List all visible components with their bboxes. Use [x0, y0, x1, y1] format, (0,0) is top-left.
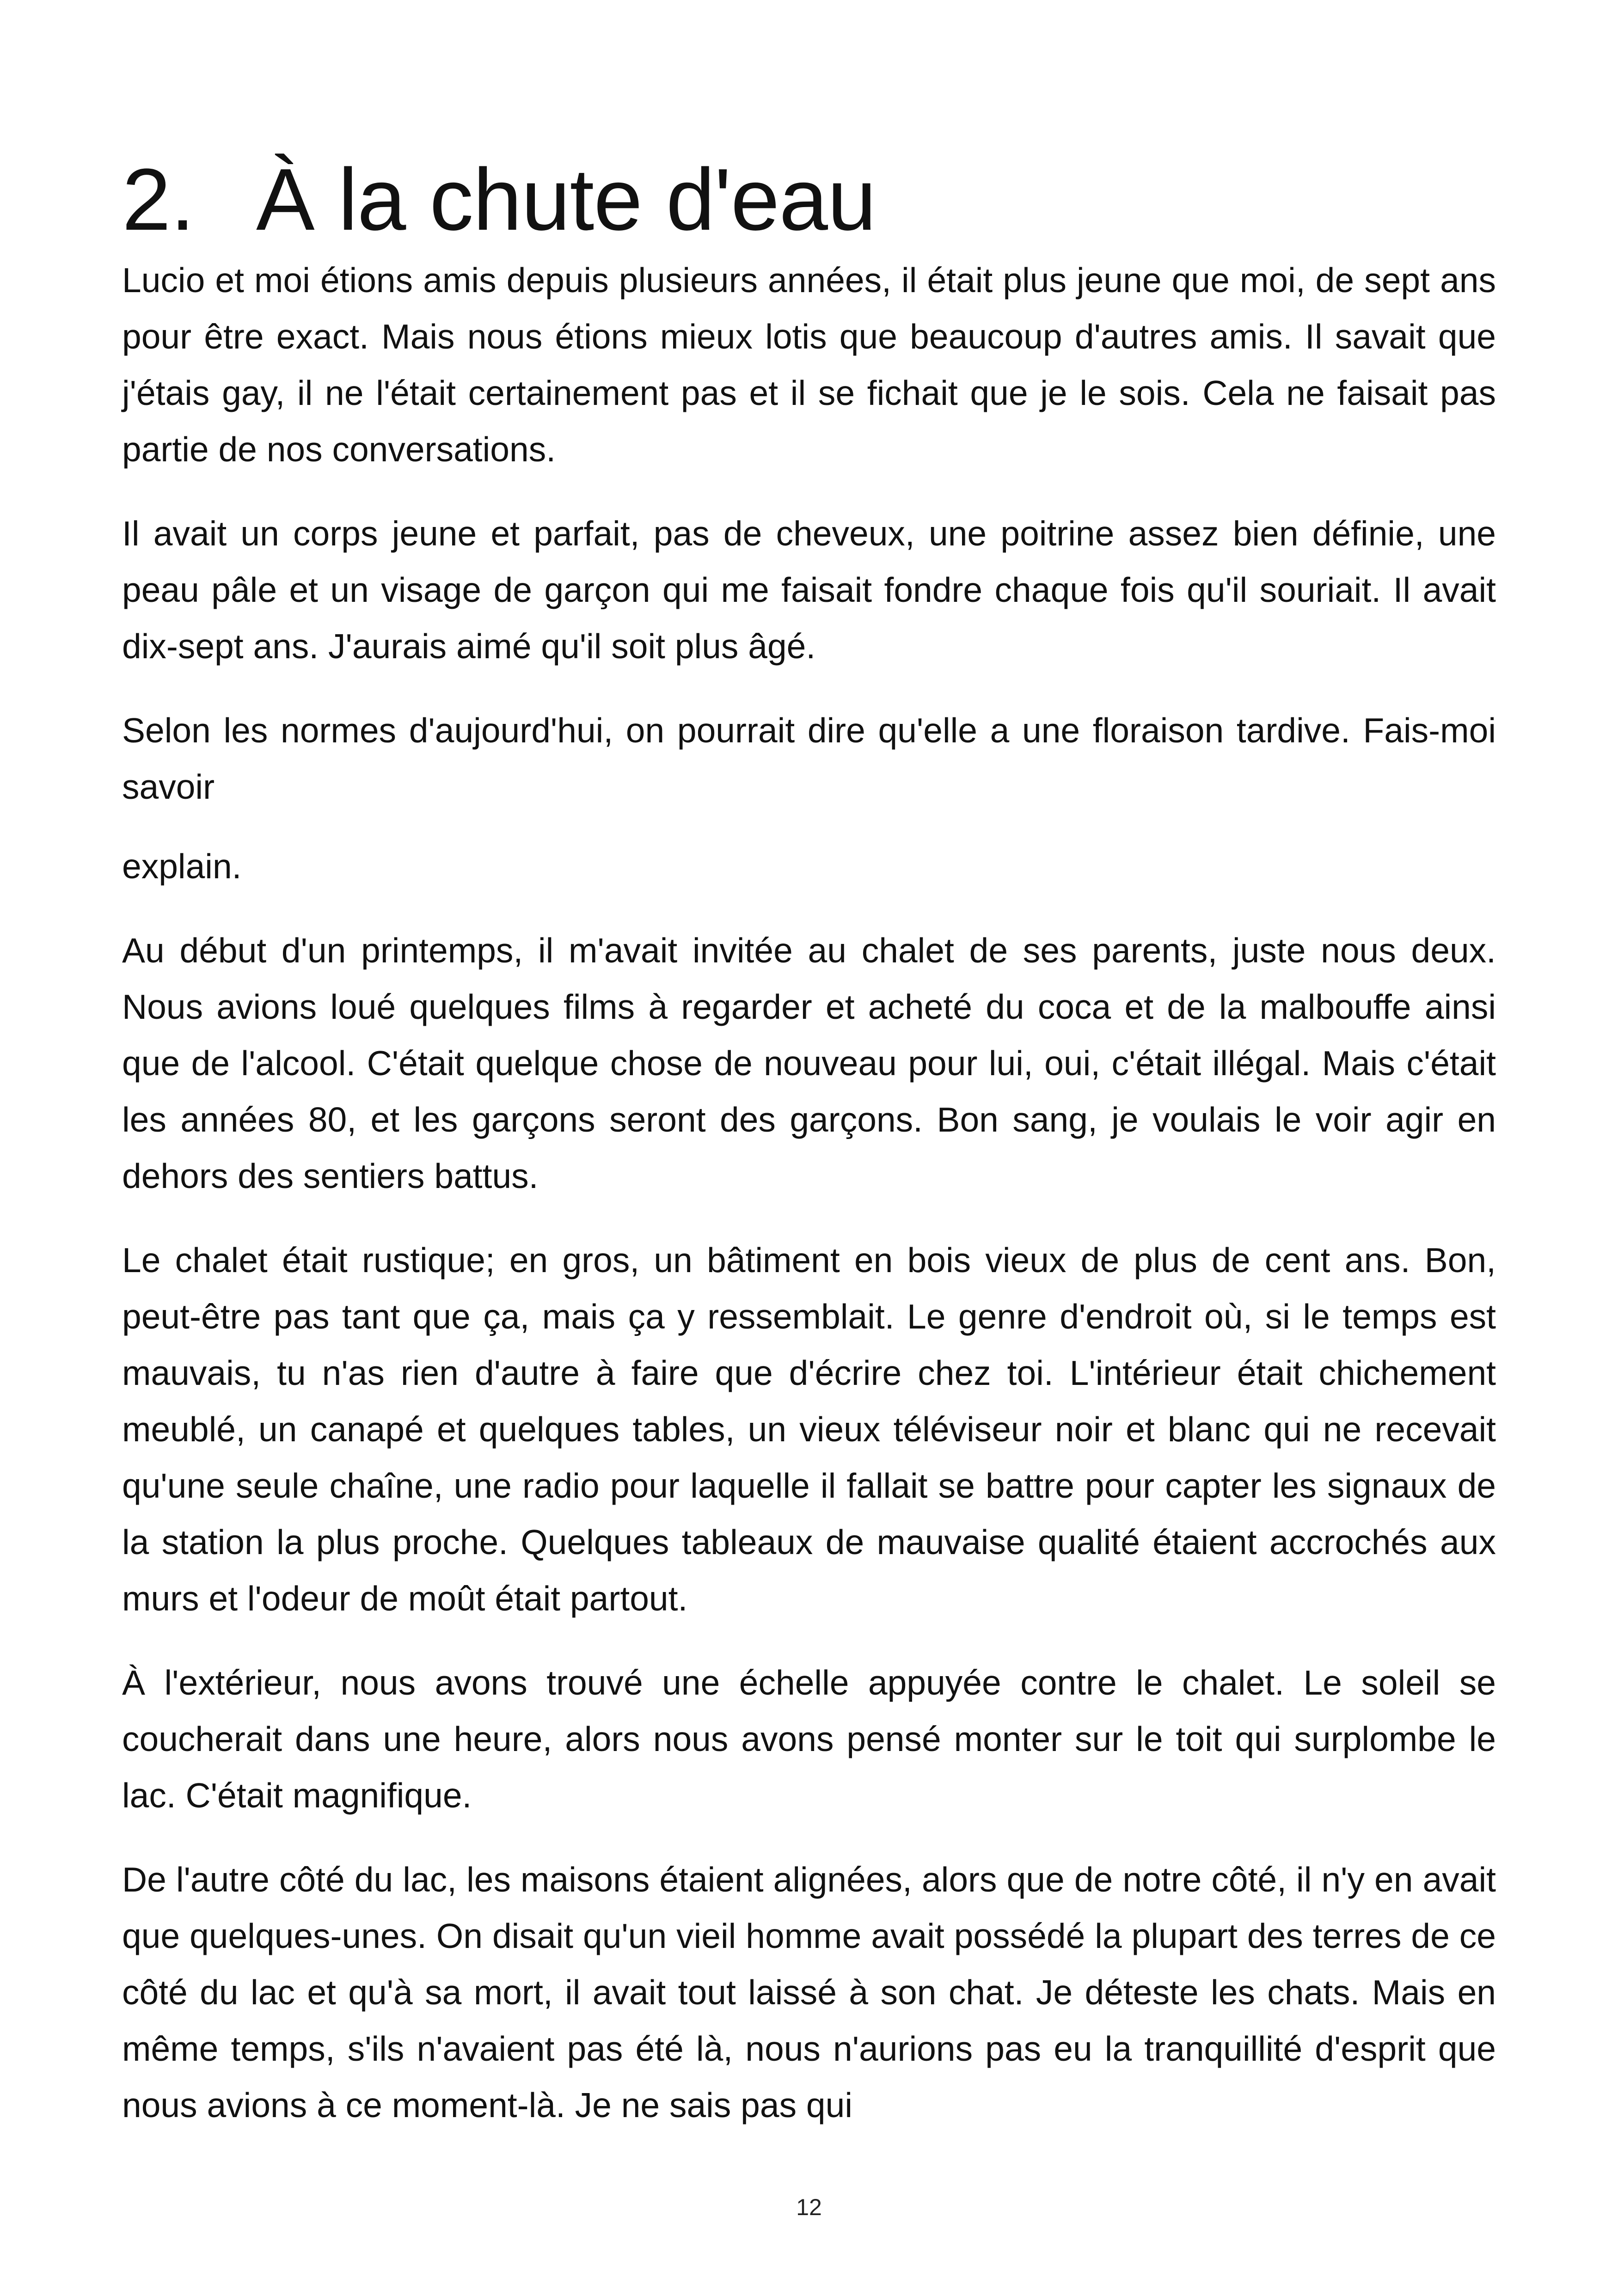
paragraph: Lucio et moi étions amis depuis plusieurs années, il était plus jeune que moi, de sept ans pour être exact. Mais nous étions mieux lotis que beaucoup d'autres amis. Il savait que j'étais gay, il ne l'était certainement pas et il se fichait que je le sois. Cela ne faisait pas partie de nos conversations. [122, 261, 1496, 469]
paragraph: À l'extérieur, nous avons trouvé une échelle appuyée contre le chalet. Le soleil se coucherait dans une heure, alors nous avons pensé monter sur le toit qui surplombe le lac. C'était magnifique. [122, 1663, 1496, 1815]
paragraph: Selon les normes d'aujourd'hui, on pourrait dire qu'elle a une floraison tardive. Fais-moi savoir [122, 711, 1496, 806]
paragraph: De l'autre côté du lac, les maisons étaient alignées, alors que de notre côté, il n'y en avait que quelques-unes. On disait qu'un vieil homme avait possédé la plupart des terres de ce côté du lac et qu'à sa mort, il avait tout laissé à son chat. Je déteste les chats. Mais en même temps, s'ils n'avaient pas été là, nous n'aurions pas eu la tranquillité d'esprit que nous avions à ce moment-là. Je ne sais pas qui [122, 1860, 1496, 2125]
paragraph: explain. [122, 847, 242, 886]
paragraph: Au début d'un printemps, il m'avait invitée au chalet de ses parents, juste nous deux. Nous avions loué quelques films à regarder et acheté du coca et de la malbouffe ainsi que de l'alcool. C'était quelque chose de nouveau pour lui, oui, c'était illégal. Mais c'était les années 80, et les garçons seront des garçons. Bon sang, je voulais le voir agir en dehors des sentiers battus. [122, 931, 1496, 1195]
chapter-title: À la chute d'eau [256, 151, 876, 249]
paragraph: Il avait un corps jeune et parfait, pas de cheveux, une poitrine assez bien définie, une peau pâle et un visage de garçon qui me faisait fondre chaque fois qu'il souriait. Il avait dix-sept ans. J'aurais aimé qu'il soit plus âgé. [122, 514, 1496, 666]
chapter-number: 2. [122, 151, 195, 249]
paragraph: Le chalet était rustique; en gros, un bâtiment en bois vieux de plus de cent ans. Bon, peut-être pas tant que ça, mais ça y ressemblait. Le genre d'endroit où, si le temps est mauvais, tu n'as rien d'autre à faire que d'écrire chez toi. L'intérieur était chichement meublé, un canapé et quelques tables, un vieux téléviseur noir et blanc qui ne recevait qu'une seule chaîne, une radio pour laquelle il fallait se battre pour capter les signaux de la station la plus proche. Quelques tableaux de mauvaise qualité étaient accrochés aux murs et l'odeur de moût était partout. [122, 1241, 1496, 1618]
chapter-heading [122, 147, 876, 253]
document-page [122, 0, 1496, 2296]
page-number: 12 [796, 2194, 822, 2220]
body-text [122, 252, 1496, 2161]
